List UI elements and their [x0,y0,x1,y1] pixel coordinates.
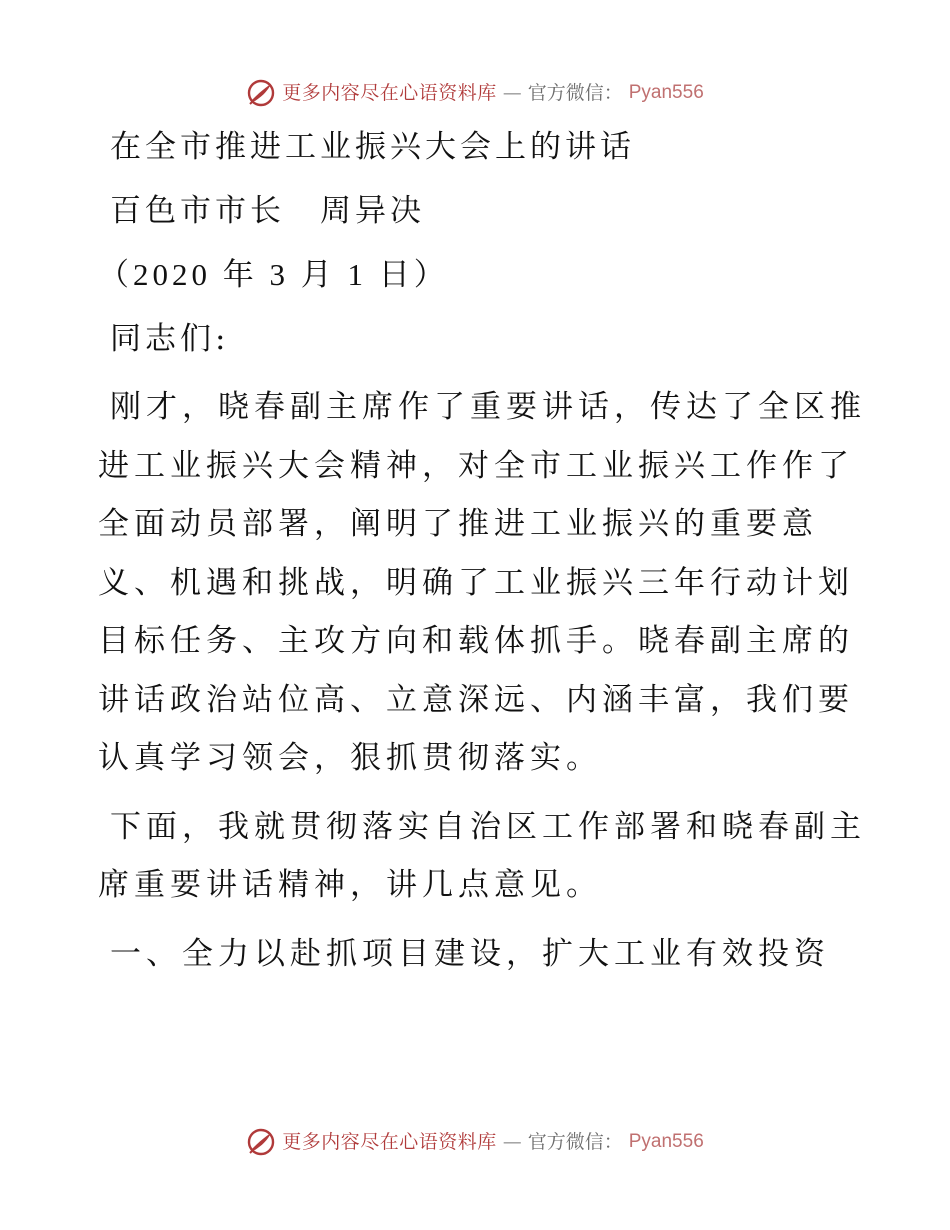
watermark-footer [0,1127,950,1157]
watermark-wechat-id: Pyan556 [628,1131,704,1152]
quill-pen-logo-icon [246,1127,276,1157]
section-heading-1: 一、全力以赴抓项目建设，扩大工业有效投资 [110,935,830,972]
document-body [98,118,868,983]
quill-pen-logo-icon [246,78,276,108]
document-salutation: 同志们: [110,321,230,357]
watermark-label: 官方微信： [527,82,623,104]
watermark-text: 更多内容尽在心语资料库 [282,82,497,104]
watermark-separator: — [502,82,522,104]
watermark-label: 官方微信： [527,1131,623,1153]
document-author: 百色市市长 周异决 [110,193,425,229]
document-date: （2020 年 3 月 1 日） [98,257,449,292]
watermark-header [0,78,950,108]
watermark-separator: — [502,1131,522,1153]
watermark-text: 更多内容尽在心语资料库 [282,1131,497,1153]
watermark-wechat-id: Pyan556 [628,82,704,103]
paragraph-1: 刚才，晓春副主席作了重要讲话，传达了全区推进工业振兴大会精神，对全市工业振兴工作作了全面动员部署，阐明了推进工业振兴的重要意义、机遇和挑战，明确了工业振兴三年行动计划目标任务、主攻方向和载体抓手。晓春副主席的讲话政治站位高、立意深远、内涵丰富，我们要认真学习领会，狠抓贯彻落实。 [98,389,866,776]
document-title: 在全市推进工业振兴大会上的讲话 [110,129,635,165]
paragraph-2: 下面，我就贯彻落实自治区工作部署和晓春副主席重要讲话精神，讲几点意见。 [98,808,866,903]
